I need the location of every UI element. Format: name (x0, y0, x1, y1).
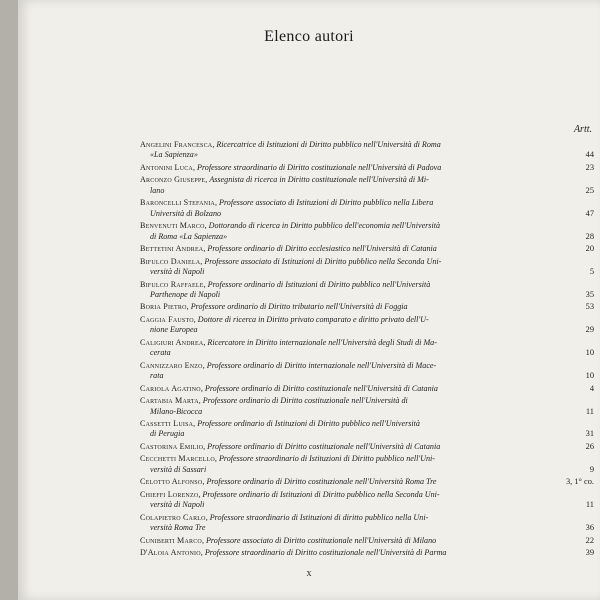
author-affiliation-continued: rata (150, 371, 164, 381)
author-entry: Caligiuri Andrea, Ricercatore in Diritto internazionale nell'Università degli Studi di Ma- cerata 10 (140, 337, 594, 358)
author-affiliation: Professore ordinario di Diritto costituzionale nell'Università di (202, 396, 408, 406)
author-affiliation-continued: Parthenope di Napoli (150, 289, 221, 299)
author-entry: Castorina Emilio, Professore ordinario di Diritto costituzionale nell'Università di Catania 26 (140, 441, 594, 451)
author-entry: Cassetti Luisa, Professore ordinario di Istituzioni di Diritto pubblico nell'Università di Perugia 31 (140, 419, 594, 439)
author-entry: Chieffi Lorenzo, Professore ordinario di Istituzioni di Diritto pubblico nella Seconda Uni- versità di Napoli 11 (140, 489, 594, 510)
author-name: Angelini Francesca (140, 140, 213, 149)
author-affiliation-continued: cerata (150, 348, 171, 358)
author-entry: Colapietro Carlo, Professore straordinario di Istituzioni di diritto pubblico nella Uni- versità Roma Tre 36 (140, 512, 594, 533)
author-affiliation-continued: nione Europea (150, 325, 198, 335)
author-affiliation-continued: versità di Sassari (150, 464, 207, 474)
author-name: Celotto Alfonso (140, 477, 203, 487)
author-affiliation: Professore associato di Istituzioni di Diritto pubblico nella Libera (219, 198, 434, 208)
column-label: Artt. (573, 124, 592, 135)
author-entry: Bettetini Andrea, Professore ordinario di Diritto ecclesiastico nell'Università di Catania 20 (140, 244, 594, 254)
author-affiliation-continued: Università di Bolzano (150, 208, 222, 218)
author-affiliation-continued: «La Sapienza» (150, 150, 198, 160)
author-name: Bifulco Daniela (140, 256, 201, 266)
author-affiliation: Professore ordinario di Istituzioni di Diritto pubblico nell'Università (207, 279, 431, 289)
article-number: 28 (585, 231, 594, 241)
author-entry: Benvenuti Marco, Dottorando di ricerca in Diritto pubblico dell'economia nell'Università di Roma «La Sapienza» 28 (140, 221, 594, 241)
author-affiliation: Professore ordinario di Diritto costituzionale nell'Università di Catania (204, 383, 438, 393)
author-affiliation-continued: versità di Napoli (150, 500, 205, 510)
article-number: 36 (585, 523, 594, 533)
author-entry: Cariola Agatino, Professore ordinario di Diritto costituzionale nell'Università di Catania 4 (140, 383, 594, 393)
author-entry: Antonini Luca, Professore straordinario di Diritto costituzionale nell'Università di Padova 23 (140, 162, 594, 172)
author-name: Bifulco Raffaele (140, 279, 204, 289)
author-affiliation: Professore straordinario di Diritto costituzionale nell'Università di Padova (197, 162, 442, 172)
author-affiliation: Ricercatore in Diritto internazionale nell'Università degli Studi di Ma- (207, 337, 437, 347)
author-name: Antonini Luca (140, 162, 193, 172)
author-name: Caligiuri Andrea (140, 337, 204, 347)
author-affiliation: Professore straordinario di Istituzioni di diritto pubblico nella Uni- (209, 512, 429, 522)
article-number: 23 (585, 162, 594, 172)
article-number: 20 (585, 244, 594, 254)
article-number: 5 (589, 267, 594, 277)
author-affiliation-continued: lano (150, 185, 165, 195)
author-name: Cartabia Marta (140, 396, 199, 406)
article-number: 9 (589, 464, 594, 474)
author-entry: Arconzo Giuseppe, Assegnista di ricerca in Diritto costituzionale nell'Università di Mi- lano 25 (140, 175, 594, 195)
author-affiliation: Ricercatrice di Istituzioni di Diritto pubblico nell'Università di Roma (216, 140, 441, 149)
author-affiliation-continued: versità Roma Tre (150, 523, 206, 533)
author-entry: Baroncelli Stefania, Professore associato di Istituzioni di Diritto pubblico nella Libera Università di Bolzano 47 (140, 198, 594, 218)
author-entry: Celotto Alfonso, Professore ordinario di Diritto costituzionale nell'Università Roma Tre 3, 1° co. (140, 477, 594, 487)
author-entry: Boria Pietro, Professore ordinario di Diritto tributario nell'Università di Foggia 53 (140, 302, 594, 312)
author-name: Arconzo Giuseppe (140, 175, 206, 185)
author-entry: Angelini Francesca, Ricercatrice di Istituzioni di Diritto pubblico nell'Università di Roma «La Sapienza» 44 (140, 140, 594, 160)
article-number: 10 (585, 371, 594, 381)
author-affiliation: Professore associato di Diritto costituzionale nell'Università di Milano (205, 535, 437, 545)
author-name: Benvenuti Marco (140, 221, 205, 231)
author-name: Cecchetti Marcello (140, 454, 215, 464)
author-affiliation: Professore ordinario di Diritto costituzionale nell'Università Roma Tre (206, 477, 437, 487)
article-number: 31 (585, 429, 594, 439)
author-list (140, 140, 598, 561)
author-name: Cannizzaro Enzo (140, 360, 203, 370)
author-affiliation-continued: Milano-Bicocca (150, 406, 203, 416)
article-number: 25 (585, 185, 594, 195)
author-name: Bettetini Andrea (140, 244, 204, 254)
author-entry: Cuniberti Marco, Professore associato di Diritto costituzionale nell'Università di Milano 22 (140, 535, 594, 545)
article-number: 35 (585, 289, 594, 299)
author-affiliation: Professore straordinario di Diritto costituzionale nell'Università di Parma (204, 548, 447, 558)
author-name: Chieffi Lorenzo (140, 489, 199, 499)
book-page (18, 0, 600, 600)
author-name: Cuniberti Marco (140, 535, 202, 545)
author-affiliation-continued: versità di Napoli (150, 267, 205, 277)
author-entry: Caggia Fausto, Dottore di ricerca in Diritto privato comparato e diritto privato dell'U- nione Europea 29 (140, 314, 594, 335)
article-number: 53 (585, 302, 594, 312)
author-name: Boria Pietro (140, 302, 187, 312)
author-affiliation: Professore associato di Istituzioni di Diritto pubblico nella Seconda Uni- (204, 256, 442, 266)
author-affiliation: Assegnista di ricerca in Diritto costituzionale nell'Università di Mi- (209, 175, 429, 185)
author-entry: Cecchetti Marcello, Professore straordinario di Istituzioni di Diritto pubblico nell'Uni- versità di Sassari 9 (140, 454, 594, 474)
author-affiliation: Professore ordinario di Istituzioni di Diritto pubblico nella Seconda Uni- (202, 489, 440, 499)
author-name: Colapietro Carlo (140, 512, 206, 522)
article-number: 29 (585, 325, 594, 335)
author-affiliation: Professore straordinario di Istituzioni di Diritto pubblico nell'Uni- (218, 454, 435, 464)
author-affiliation-continued: di Perugia (150, 429, 185, 439)
article-number: 11 (585, 406, 594, 416)
author-entry: D'Aloia Antonio, Professore straordinario di Diritto costituzionale nell'Università di Parma 39 (140, 548, 594, 558)
article-number: 47 (585, 208, 594, 218)
author-entry: Cartabia Marta, Professore ordinario di Diritto costituzionale nell'Università di Milano-Bicocca 11 (140, 396, 594, 416)
author-name: Caggia Fausto (140, 314, 194, 324)
article-number: 22 (585, 535, 594, 545)
author-name: Castorina Emilio (140, 441, 204, 451)
author-affiliation: Dottore di ricerca in Diritto privato comparato e diritto privato dell'U- (197, 314, 429, 324)
author-name: Cariola Agatino (140, 383, 201, 393)
article-number: 3, 1° co. (565, 477, 594, 487)
page-number: x (306, 568, 312, 579)
article-number: 39 (585, 548, 594, 558)
article-number: 11 (585, 500, 594, 510)
author-entry: Cannizzaro Enzo, Professore ordinario di Diritto internazionale nell'Università di Mace- rata 10 (140, 360, 594, 381)
author-affiliation: Professore ordinario di Diritto costituzionale nell'Università di Catania (207, 441, 441, 451)
author-affiliation: Dottorando di ricerca in Diritto pubblico dell'economia nell'Università (208, 221, 441, 231)
author-affiliation: Professore ordinario di Diritto ecclesiastico nell'Università di Catania (207, 244, 437, 254)
author-entry: Bifulco Raffaele, Professore ordinario di Istituzioni di Diritto pubblico nell'Università Parthenope di Napoli 35 (140, 279, 594, 299)
article-number: 26 (585, 441, 594, 451)
author-name: Cassetti Luisa (140, 419, 194, 429)
author-entry: Bifulco Daniela, Professore associato di Istituzioni di Diritto pubblico nella Seconda Uni- versità di Napoli 5 (140, 256, 594, 277)
author-affiliation-continued: di Roma «La Sapienza» (150, 231, 228, 241)
article-number: 44 (585, 150, 594, 160)
author-affiliation: Professore ordinario di Diritto tributario nell'Università di Foggia (190, 302, 408, 312)
author-name: D'Aloia Antonio (140, 548, 201, 558)
author-affiliation: Professore ordinario di Diritto internazionale nell'Università di Mace- (206, 360, 437, 370)
author-affiliation: Professore ordinario di Istituzioni di Diritto pubblico nell'Università (197, 419, 420, 429)
page-title: Elenco autori (264, 28, 354, 45)
author-name: Baroncelli Stefania (140, 198, 215, 208)
article-number: 4 (589, 383, 594, 393)
article-number: 10 (585, 348, 594, 358)
